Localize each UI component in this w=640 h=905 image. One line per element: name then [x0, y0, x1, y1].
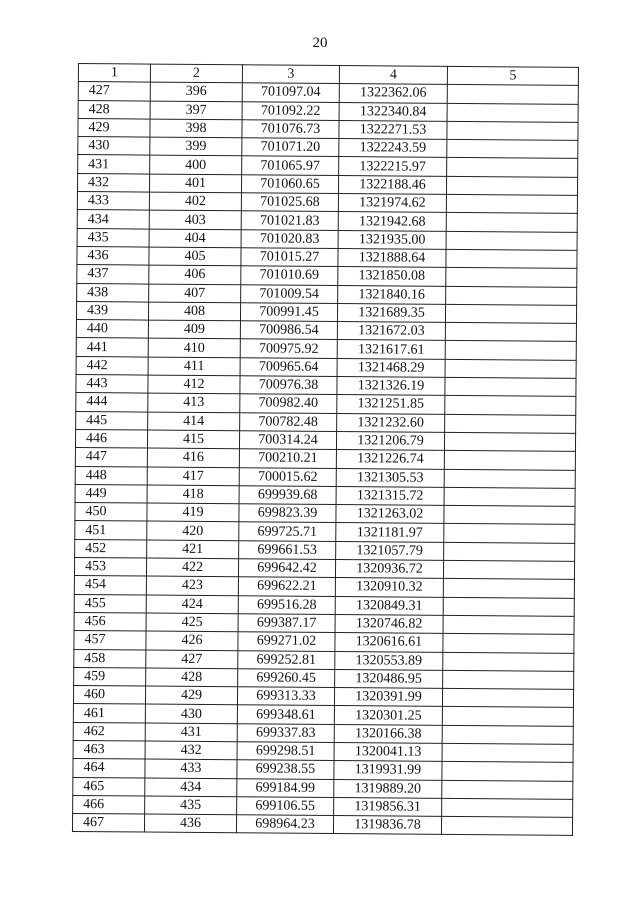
table-cell-col-1: 429 [78, 118, 150, 137]
table-cell-col-5 [444, 487, 575, 506]
table-cell-col-1: 459 [74, 667, 146, 686]
table-cell-col-4: 1320391.99 [334, 688, 442, 707]
table-cell-col-3: 699642.42 [238, 559, 335, 578]
table-cell-col-2: 409 [148, 320, 240, 339]
table-cell-col-5 [445, 396, 576, 415]
table-cell-col-2: 435 [145, 796, 237, 815]
table-cell-col-3: 701065.97 [242, 156, 339, 175]
table-cell-col-2: 423 [146, 576, 238, 595]
table-cell-col-5 [446, 268, 577, 287]
table-cell-col-4: 1320486.95 [335, 669, 443, 688]
table-cell-col-5 [443, 670, 574, 689]
table-cell-col-5 [444, 524, 575, 543]
table-cell-col-2: 418 [147, 485, 239, 504]
table-cell-col-2: 402 [149, 192, 241, 211]
table-cell-col-4: 1320910.32 [335, 578, 443, 597]
table-cell-col-4: 1319931.99 [334, 761, 442, 780]
table-cell-col-5 [444, 469, 575, 488]
table-cell-col-2: 424 [146, 595, 238, 614]
table-cell-col-5 [447, 158, 578, 177]
table-cell-col-5 [445, 323, 576, 342]
table-cell-col-3: 699725.71 [239, 522, 336, 541]
table-cell-col-3: 700976.38 [240, 376, 337, 395]
table-cell-col-1: 427 [78, 82, 150, 101]
table-cell-col-1: 450 [75, 503, 147, 522]
table-cell-col-3: 699106.55 [237, 797, 334, 816]
table-cell-col-2: 421 [147, 540, 239, 559]
table-cell-col-5 [446, 176, 577, 195]
table-cell-col-4: 1321057.79 [336, 541, 444, 560]
table-cell-col-2: 397 [150, 101, 242, 120]
table-cell-col-2: 401 [149, 174, 241, 193]
table-cell-col-5 [446, 213, 577, 232]
table-cell-col-3: 699298.51 [237, 742, 334, 761]
table-cell-col-3: 701010.69 [241, 266, 338, 285]
table-cell-col-1: 431 [78, 155, 150, 174]
table-cell-col-3: 701015.27 [241, 248, 338, 267]
table-cell-col-4: 1321888.64 [338, 249, 446, 268]
table-cell-col-5 [442, 688, 573, 707]
table-cell-col-5 [445, 359, 576, 378]
table-cell-col-3: 701025.68 [241, 193, 338, 212]
table-cell-col-2: 429 [145, 686, 237, 705]
table-cell-col-1: 452 [75, 539, 147, 558]
table-cell-col-3: 701097.04 [242, 83, 339, 102]
table-cell-col-1: 436 [77, 246, 149, 265]
table-cell-col-4: 1321232.60 [337, 413, 445, 432]
table-cell-col-3: 699939.68 [239, 486, 336, 505]
table-cell-col-5 [447, 85, 578, 104]
table-cell-col-3: 701020.83 [241, 229, 338, 248]
table-cell-col-4: 1321942.68 [338, 212, 446, 231]
table-cell-col-5 [446, 231, 577, 250]
table-cell-col-5 [447, 103, 578, 122]
table-cell-col-1: 428 [78, 100, 150, 119]
table-cell-col-5 [447, 121, 578, 140]
table-cell-col-1: 437 [77, 265, 149, 284]
table-cell-col-5 [445, 341, 576, 360]
table-cell-col-2: 413 [148, 393, 240, 412]
table-cell-col-4: 1321226.74 [336, 450, 444, 469]
table-cell-col-3: 701021.83 [241, 211, 338, 230]
table-cell-col-3: 700986.54 [240, 321, 337, 340]
table-cell-col-4: 1320166.38 [334, 724, 442, 743]
table-cell-col-2: 415 [147, 430, 239, 449]
table-cell-col-1: 438 [77, 283, 149, 302]
table-cell-col-1: 463 [73, 740, 145, 759]
table-cell-col-4: 1320936.72 [335, 560, 443, 579]
table-cell-col-3: 699337.83 [237, 723, 334, 742]
table-cell-col-1: 443 [76, 375, 148, 394]
coordinates-table [72, 63, 579, 836]
table-cell-col-3: 701009.54 [241, 284, 338, 303]
table-cell-col-5 [444, 506, 575, 525]
table-cell-col-2: 398 [150, 119, 242, 138]
table-cell-col-2: 404 [149, 229, 241, 248]
table-cell-col-1: 439 [76, 301, 148, 320]
table-cell-col-4: 1322340.84 [339, 102, 447, 121]
table-cell-col-4: 1319836.78 [333, 816, 441, 835]
table-cell-col-1: 465 [73, 777, 145, 796]
table-cell-col-3: 699348.61 [237, 705, 334, 724]
table-cell-col-3: 699184.99 [237, 778, 334, 797]
table-cell-col-5 [445, 377, 576, 396]
table-cell-col-2: 396 [150, 82, 242, 101]
table-cell-col-1: 467 [72, 814, 144, 833]
table-cell-col-3: 699516.28 [238, 595, 335, 614]
page-number: 20 [312, 35, 328, 51]
table-cell-col-3: 700965.64 [240, 358, 337, 377]
table-cell-col-2: 432 [145, 741, 237, 760]
table-cell-col-2: 425 [146, 613, 238, 632]
table-cell-col-4: 1321617.61 [337, 340, 445, 359]
table-cell-col-4: 1320746.82 [335, 614, 443, 633]
table-cell-col-2: 411 [148, 357, 240, 376]
table-cell-col-2: 408 [148, 302, 240, 321]
table-cell-col-1: 449 [75, 484, 147, 503]
table-cell-col-5 [445, 304, 576, 323]
table-cell-col-1: 430 [78, 137, 150, 156]
table-cell-col-4: 1321935.00 [338, 230, 446, 249]
table-cell-col-1: 461 [73, 704, 145, 723]
table-cell-col-4: 1321251.85 [337, 395, 445, 414]
table-cell-col-4: 1322362.06 [339, 84, 447, 103]
table-cell-col-5 [446, 194, 577, 213]
table-cell-col-2: 428 [146, 668, 238, 687]
table-cell-col-5 [444, 451, 575, 470]
table-cell-col-1: 464 [73, 759, 145, 778]
table-cell-col-4: 1321315.72 [336, 486, 444, 505]
table-cell-col-1: 458 [74, 649, 146, 668]
table-cell-col-5 [447, 140, 578, 159]
table-cell-col-2: 417 [147, 467, 239, 486]
table-cell-col-4: 1322188.46 [338, 175, 446, 194]
table-cell-col-5 [442, 780, 573, 799]
table-cell-col-4: 1321181.97 [336, 523, 444, 542]
table-cell-col-1: 453 [74, 558, 146, 577]
table-cell-col-3: 700782.48 [240, 412, 337, 431]
table-cell-col-5 [443, 560, 574, 579]
table-cell-col-1: 454 [74, 576, 146, 595]
table-cell-col-5 [443, 597, 574, 616]
table-cell-col-3: 699252.81 [238, 650, 335, 669]
table-cell-col-1: 441 [76, 338, 148, 357]
table-cell-col-1: 456 [74, 612, 146, 631]
table-cell-col-1: 460 [73, 686, 145, 705]
table-cell-col-1: 432 [77, 173, 149, 192]
table-cell-col-4: 1319856.31 [334, 797, 442, 816]
table-cell-col-5 [443, 615, 574, 634]
table-cell-col-4: 1321326.19 [337, 377, 445, 396]
table-cell-col-3: 700210.21 [239, 449, 336, 468]
table-cell-col-4: 1321974.62 [338, 194, 446, 213]
table-cell-col-4: 1320301.25 [334, 706, 442, 725]
table-cell-col-1: 435 [77, 228, 149, 247]
table-cell-col-3: 701060.65 [241, 175, 338, 194]
table-cell-col-1: 451 [75, 521, 147, 540]
table-cell-col-2: 430 [145, 704, 237, 723]
table-cell-col-3: 699661.53 [239, 540, 336, 559]
table-cell-col-5 [442, 725, 573, 744]
table-cell-col-2: 422 [146, 558, 238, 577]
table-cell-col-4: 1321689.35 [337, 303, 445, 322]
table-body [72, 82, 578, 836]
table-cell-col-2: 434 [145, 778, 237, 797]
table-cell-col-1: 455 [74, 594, 146, 613]
table-cell-col-3: 701092.22 [242, 101, 339, 120]
table-cell-col-2: 420 [147, 521, 239, 540]
table-cell-col-4: 1322215.97 [339, 157, 447, 176]
table-cell-col-4: 1321840.16 [338, 285, 446, 304]
table-cell-col-2: 431 [145, 723, 237, 742]
table-cell-col-4: 1320849.31 [335, 596, 443, 615]
column-header-4: 4 [339, 66, 447, 85]
table-cell-col-5 [442, 707, 573, 726]
table-cell-col-2: 426 [146, 631, 238, 650]
table-cell-col-5 [442, 762, 573, 781]
table-cell-col-2: 427 [146, 650, 238, 669]
table-cell-col-4: 1321850.08 [338, 267, 446, 286]
table-cell-col-2: 433 [145, 759, 237, 778]
table-cell-col-2: 406 [149, 265, 241, 284]
column-header-2: 2 [150, 64, 242, 83]
table-cell-col-2: 407 [149, 284, 241, 303]
table-cell-col-5 [446, 249, 577, 268]
table-cell-col-1: 466 [73, 795, 145, 814]
table-cell-col-1: 433 [77, 192, 149, 211]
table-cell-col-4: 1321263.02 [336, 505, 444, 524]
table-cell-col-4: 1321206.79 [336, 431, 444, 450]
table-cell-col-1: 434 [77, 210, 149, 229]
table-cell-col-2: 410 [148, 339, 240, 358]
table-cell-col-4: 1322243.59 [339, 139, 447, 158]
table-cell-col-3: 699238.55 [237, 760, 334, 779]
table-cell-col-5 [442, 798, 573, 817]
table-cell-col-1: 448 [75, 466, 147, 485]
table-cell-col-3: 700991.45 [240, 303, 337, 322]
table-cell-col-4: 1320616.61 [335, 633, 443, 652]
table-cell-col-3: 700975.92 [240, 339, 337, 358]
table-cell-col-5 [444, 542, 575, 561]
column-header-5: 5 [447, 66, 578, 85]
table-cell-col-3: 699823.39 [239, 504, 336, 523]
coordinates-table-container [72, 63, 578, 836]
table-cell-col-2: 436 [144, 814, 236, 833]
column-header-1: 1 [78, 64, 150, 83]
table-cell-col-5 [441, 817, 572, 836]
table-cell-col-3: 700015.62 [239, 467, 336, 486]
table-cell-col-1: 447 [75, 448, 147, 467]
table-cell-col-1: 442 [76, 356, 148, 375]
table-cell-col-3: 700982.40 [240, 394, 337, 413]
table-cell-col-5 [444, 432, 575, 451]
table-cell-col-5 [446, 286, 577, 305]
table-cell-col-1: 457 [74, 631, 146, 650]
table-cell-col-4: 1321305.53 [336, 468, 444, 487]
table-cell-col-1: 440 [76, 320, 148, 339]
table-cell-col-2: 416 [147, 448, 239, 467]
table-cell-col-2: 419 [147, 503, 239, 522]
table-cell-col-2: 405 [149, 247, 241, 266]
table-cell-col-3: 699260.45 [238, 669, 335, 688]
table-cell-col-4: 1320041.13 [334, 743, 442, 762]
table-cell-col-3: 699271.02 [238, 632, 335, 651]
table-cell-col-4: 1320553.89 [335, 651, 443, 670]
column-header-3: 3 [242, 65, 339, 84]
table-cell-col-5 [445, 414, 576, 433]
table-cell-col-4: 1321672.03 [337, 322, 445, 341]
table-cell-col-1: 446 [75, 429, 147, 448]
table-row [72, 814, 572, 836]
table-cell-col-3: 701076.73 [242, 120, 339, 139]
table-cell-col-3: 700314.24 [239, 431, 336, 450]
table-cell-col-5 [443, 634, 574, 653]
table-cell-col-2: 400 [150, 156, 242, 175]
table-cell-col-4: 1322271.53 [339, 120, 447, 139]
table-cell-col-3: 699313.33 [237, 687, 334, 706]
table-cell-col-3: 701071.20 [242, 138, 339, 157]
table-cell-col-5 [443, 652, 574, 671]
table-cell-col-2: 399 [150, 137, 242, 156]
table-cell-col-4: 1319889.20 [334, 779, 442, 798]
table-cell-col-5 [443, 579, 574, 598]
table-cell-col-1: 445 [76, 411, 148, 430]
table-cell-col-3: 698964.23 [236, 815, 333, 834]
table-cell-col-4: 1321468.29 [337, 358, 445, 377]
table-cell-col-5 [442, 743, 573, 762]
table-cell-col-2: 414 [148, 412, 240, 431]
table-cell-col-3: 699622.21 [238, 577, 335, 596]
table-cell-col-2: 412 [148, 375, 240, 394]
table-cell-col-2: 403 [149, 210, 241, 229]
table-cell-col-1: 462 [73, 722, 145, 741]
table-cell-col-1: 444 [76, 393, 148, 412]
table-cell-col-3: 699387.17 [238, 614, 335, 633]
